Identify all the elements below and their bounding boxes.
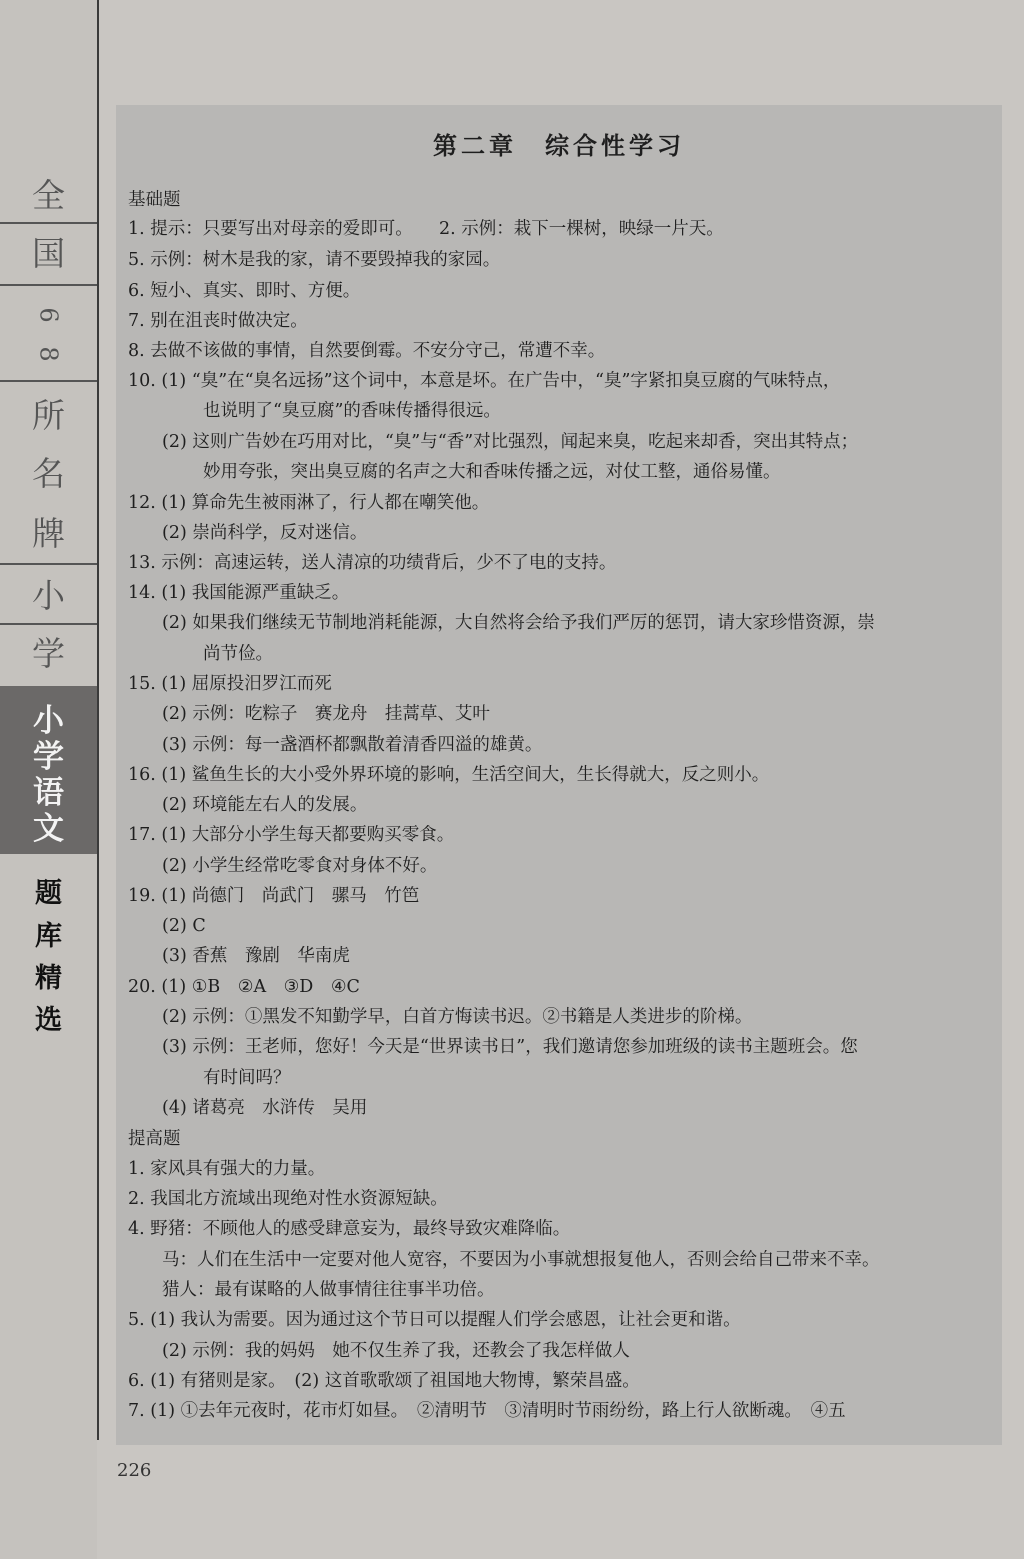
answer-line: 15. (1) 屈原投汨罗江而死 [128, 674, 332, 694]
sel-char-1: 题 [35, 877, 62, 909]
answer-line: 尚节俭。 [203, 644, 273, 664]
answer-line: 20. (1) ①B ②A ③D ④C [128, 977, 360, 997]
answer-line: 妙用夸张，突出臭豆腐的名声之大和香味传播之远，对仗工整，通俗易懂。 [203, 462, 781, 482]
side-char-xiao: 小 [32, 575, 65, 615]
section-title-basic: 基础题 [128, 190, 181, 210]
answer-line: 7. (1) ①去年元夜时，花市灯如昼。 ②清明节 ③清明时节雨纷纷，路上行人欲断魂。 ④五 [128, 1401, 846, 1421]
side-char-ming: 名 [32, 453, 65, 493]
answer-line: 6. (1) 有猪则是家。 (2) 这首歌歌颂了祖国地大物博，繁荣昌盛。 [128, 1371, 640, 1391]
side-char-guo: 国 [32, 233, 65, 273]
sel-char-4: 选 [35, 1004, 62, 1036]
answer-line: (2) C [162, 916, 206, 936]
side-char-quan: 全 [32, 175, 65, 215]
answer-line: 4. 野猪：不顾他人的感受肆意妄为，最终导致灾难降临。 [128, 1219, 571, 1239]
answer-line: (4) 诸葛亮 水浒传 吴用 [162, 1098, 368, 1118]
page-number: 226 [117, 1460, 152, 1481]
answer-line: 5. (1) 我认为需要。因为通过这个节日可以提醒人们学会感恩，让社会更和谐。 [128, 1310, 741, 1330]
side-char-pai: 牌 [32, 513, 65, 553]
answer-line: 2. 我国北方流域出现绝对性水资源短缺。 [128, 1189, 448, 1209]
answer-line: (3) 香蕉 豫剧 华南虎 [162, 946, 350, 966]
answer-line: (2) 环境能左右人的发展。 [162, 795, 368, 815]
chapter-title: 第二章 综合性学习 [433, 131, 685, 160]
answer-line: 17. (1) 大部分小学生每天都要购买零食。 [128, 825, 455, 845]
answer-line: (2) 示例：吃粽子 赛龙舟 挂蒿草、艾叶 [162, 704, 490, 724]
answer-line: 猎人：最有谋略的人做事情往往事半功倍。 [162, 1280, 495, 1300]
answer-line: 10. (1) “臭”在“臭名远扬”这个词中，本意是坏。在广告中，“臭”字紧扣臭豆腐的气味特点， [128, 371, 841, 391]
answer-line: 16. (1) 鲨鱼生长的大小受外界环境的影响，生活空间大，生长得就大，反之则小。 [128, 765, 770, 785]
answer-line: 14. (1) 我国能源严重缺乏。 [128, 583, 350, 603]
answer-line: 1. 提示：只要写出对母亲的爱即可。 2. 示例：栽下一棵树，映绿一片天。 [128, 219, 724, 239]
answer-line: (2) 如果我们继续无节制地消耗能源，大自然将会给予我们严厉的惩罚，请大家珍惜资源，崇 [162, 613, 875, 633]
answer-line: 7. 别在沮丧时做决定。 [128, 311, 308, 331]
answer-line: (2) 小学生经常吃零食对身体不好。 [162, 856, 438, 876]
answer-line: (2) 示例：我的妈妈 她不仅生养了我，还教会了我怎样做人 [162, 1341, 630, 1361]
box-char-2: 学 [33, 738, 64, 775]
sel-char-3: 精 [35, 962, 62, 994]
answer-line: 5. 示例：树木是我的家，请不要毁掉我的家园。 [128, 250, 501, 270]
answer-line: 有时间吗？ [203, 1068, 291, 1088]
answer-line: 也说明了“臭豆腐”的香味传播得很远。 [203, 401, 501, 421]
box-char-4: 文 [33, 810, 64, 847]
side-char-8: 8 [34, 346, 63, 362]
answer-line: 8. 去做不该做的事情，自然要倒霉。不安分守己，常遭不幸。 [128, 341, 606, 361]
answer-line: (2) 这则广告妙在巧用对比，“臭”与“香”对比强烈，闻起来臭，吃起来却香，突出其特点； [162, 432, 859, 452]
section-title-advanced: 提高题 [128, 1129, 181, 1149]
side-char-6: 6 [34, 307, 63, 323]
box-char-3: 语 [33, 774, 64, 811]
answer-line: 13. 示例：高速运转，送人清凉的功绩背后，少不了电的支持。 [128, 553, 617, 573]
box-char-1: 小 [33, 702, 64, 739]
answer-line: 6. 短小、真实、即时、方便。 [128, 281, 361, 301]
side-char-suo: 所 [32, 395, 65, 435]
answer-line: (3) 示例：每一盏酒杯都飘散着清香四溢的雄黄。 [162, 735, 543, 755]
sel-char-2: 库 [35, 920, 62, 952]
answer-line: 1. 家风具有强大的力量。 [128, 1159, 326, 1179]
side-divider-line [97, 0, 99, 1440]
answer-line: 马：人们在生活中一定要对他人宽容，不要因为小事就想报复他人，否则会给自己带来不幸。 [162, 1250, 880, 1270]
answer-line: (2) 示例：①黑发不知勤学早，白首方悔读书迟。②书籍是人类进步的阶梯。 [162, 1007, 753, 1027]
side-separator [0, 380, 97, 382]
answer-line: 12. (1) 算命先生被雨淋了，行人都在嘲笑他。 [128, 493, 490, 513]
answer-line: (3) 示例：王老师，您好！今天是“世界读书日”，我们邀请您参加班级的读书主题班会。您 [162, 1037, 858, 1057]
answer-line: (2) 崇尚科学，反对迷信。 [162, 523, 368, 543]
side-char-xue: 学 [32, 633, 65, 673]
answer-line: 19. (1) 尚德门 尚武门 骡马 竹笆 [128, 886, 420, 906]
